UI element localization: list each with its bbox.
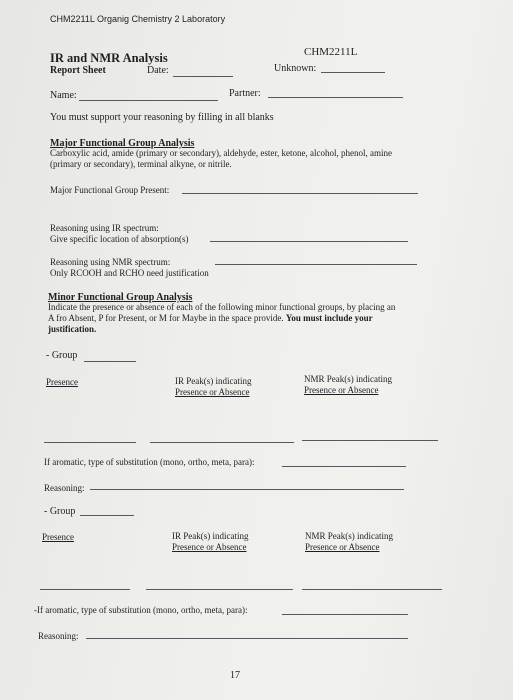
group1-aromatic-label: If aromatic, type of substitution (mono, ortho, meta, para):: [44, 457, 255, 467]
ir-reasoning-sublabel: Give specific location of absorption(s): [50, 234, 189, 244]
group1-name-field[interactable]: [84, 361, 136, 362]
unknown-label: Unknown:: [274, 63, 317, 74]
minor-desc-line2: A fro Absent, P for Present, or M for Maybe in the space provide. You must include your: [48, 313, 373, 323]
group2-label: - Group: [44, 506, 76, 517]
group2-reasoning-label: Reasoning:: [38, 631, 79, 641]
name-field[interactable]: [79, 100, 218, 101]
group1-reasoning-label: Reasoning:: [44, 483, 85, 493]
course-code: CHM2211L: [304, 46, 358, 58]
report-subtitle: Report Sheet: [50, 65, 106, 76]
course-header: CHM2211L Organig Chemistry 2 Laboratory: [50, 14, 226, 24]
partner-field[interactable]: [268, 97, 403, 98]
group1-nmr-header-line1: NMR Peak(s) indicating: [304, 374, 392, 384]
group2-aromatic-field[interactable]: [282, 614, 408, 615]
group2-reasoning-field[interactable]: [86, 638, 408, 639]
group1-nmr-field[interactable]: [302, 440, 438, 441]
date-label: Date:: [147, 65, 169, 76]
major-desc-line1: Carboxylic acid, amide (primary or secondary), aldehyde, ester, ketone, alcohol, phenol, amine: [50, 148, 393, 158]
date-field[interactable]: [173, 76, 233, 77]
group2-nmr-header-line1: NMR Peak(s) indicating: [305, 531, 393, 541]
group1-ir-header-line2: Presence or Absence: [175, 387, 250, 397]
group2-aromatic-label: -If aromatic, type of substitution (mono, ortho, meta, para):: [34, 605, 248, 615]
group1-nmr-header-line2: Presence or Absence: [304, 385, 379, 395]
ir-reasoning-field[interactable]: [210, 241, 408, 242]
major-present-label: Major Functional Group Present:: [50, 185, 170, 195]
page-number: 17: [230, 670, 240, 681]
group2-ir-field[interactable]: [146, 589, 293, 590]
group1-presence-field[interactable]: [44, 442, 136, 443]
major-present-field[interactable]: [182, 193, 418, 194]
instruction-text: You must support your reasoning by filling in all blanks: [50, 112, 274, 123]
group1-presence-header: Presence: [46, 377, 78, 387]
major-heading: Major Functional Group Analysis: [50, 138, 195, 149]
minor-desc-line1: Indicate the presence or absence of each of the following minor functional groups, by placing an: [48, 302, 396, 312]
group2-presence-field[interactable]: [40, 589, 130, 590]
minor-desc-line3: justification.: [48, 324, 97, 334]
ir-reasoning-label: Reasoning using IR spectrum:: [50, 223, 159, 233]
unknown-field[interactable]: [321, 72, 385, 73]
group2-nmr-field[interactable]: [302, 589, 442, 590]
nmr-reasoning-label: Reasoning using NMR spectrum:: [50, 257, 171, 267]
report-title: IR and NMR Analysis: [50, 51, 168, 65]
group1-ir-header-line1: IR Peak(s) indicating: [175, 376, 252, 386]
name-label: Name:: [50, 90, 77, 101]
group2-name-field[interactable]: [80, 515, 134, 516]
group1-reasoning-field[interactable]: [90, 489, 404, 490]
group2-ir-header-line1: IR Peak(s) indicating: [172, 531, 249, 541]
group1-label: - Group: [46, 350, 78, 361]
group1-aromatic-field[interactable]: [282, 466, 406, 467]
major-desc-line2: (primary or secondary), terminal alkyne, or nitrile.: [50, 159, 232, 169]
group1-ir-field[interactable]: [150, 442, 294, 443]
group2-nmr-header-line2: Presence or Absence: [305, 542, 380, 552]
nmr-reasoning-sublabel: Only RCOOH and RCHO need justification: [50, 268, 209, 278]
nmr-reasoning-field[interactable]: [215, 264, 417, 265]
group2-presence-header: Presence: [42, 532, 74, 542]
group2-ir-header-line2: Presence or Absence: [172, 542, 247, 552]
minor-heading: Minor Functional Group Analysis: [48, 292, 193, 303]
partner-label: Partner:: [229, 88, 261, 99]
